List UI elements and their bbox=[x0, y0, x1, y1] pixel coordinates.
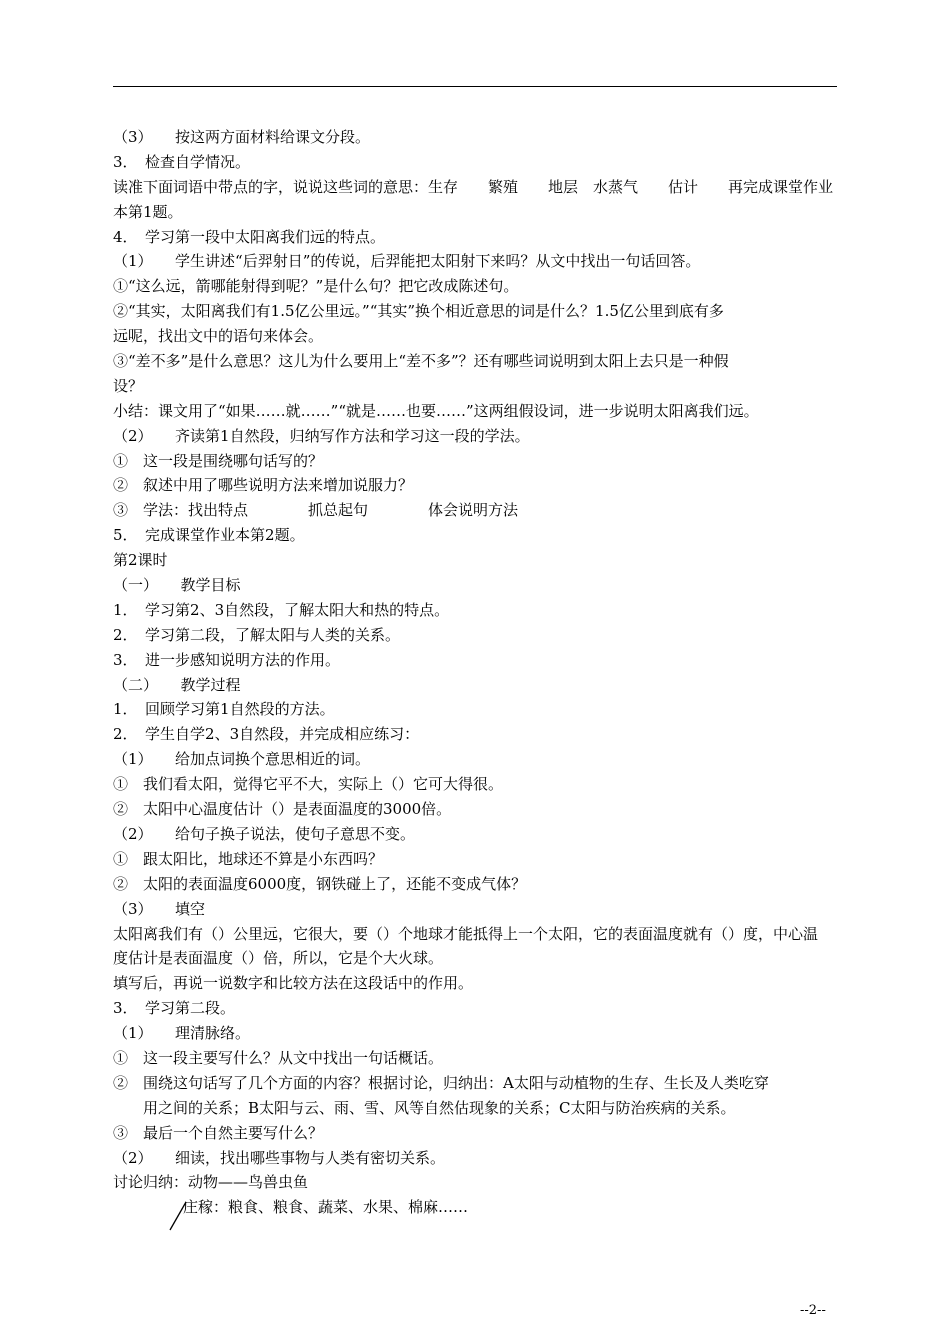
text-line: （二） 教学过程 bbox=[113, 675, 241, 694]
text-line: ② 叙述中用了哪些说明方法来增加说服力？ bbox=[113, 476, 414, 495]
text-line: ② 太阳的表面温度6000度，钢铁碰上了，还能不变成气体？ bbox=[113, 874, 527, 893]
text-line: （1） 理清脉络。 bbox=[113, 1024, 251, 1043]
text-line: （2） 细读，找出哪些事物与人类有密切关系。 bbox=[113, 1148, 446, 1167]
page-number: --2-- bbox=[800, 1303, 826, 1318]
text-line: （3） 按这两方面材料给课文分段。 bbox=[113, 128, 371, 146]
text-line: ②“其实，太阳离我们有1.5亿公里远。”“其实”换个相近意思的词是什么？1.5亿公里到底有多 bbox=[113, 302, 724, 321]
text-line: 1． 学习第2、3自然段，了解太阳大和热的特点。 bbox=[113, 600, 450, 619]
text-line: 5． 完成课堂作业本第2题。 bbox=[113, 526, 305, 545]
text-line: （2） 齐读第1自然段，归纳写作方法和学习这一段的学法。 bbox=[113, 426, 530, 445]
diagram-branch-line bbox=[168, 1200, 188, 1232]
text-line: 3． 进一步感知说明方法的作用。 bbox=[113, 650, 341, 669]
text-line: （1） 学生讲述“后羿射日”的传说，后羿能把太阳射下来吗？从文中找出一句话回答。 bbox=[113, 252, 701, 271]
text-line: ①“这么远，箭哪能射得到呢？”是什么句？把它改成陈述句。 bbox=[113, 277, 519, 296]
text-line: （2） 给句子换子说法，使句子意思不变。 bbox=[113, 824, 416, 843]
text-line: ③“差不多”是什么意思？这儿为什么要用上“差不多”？还有哪些词说明到太阳上去只是一种假 bbox=[113, 352, 729, 371]
text-line: 本第1题。 bbox=[113, 202, 183, 221]
text-line: 讨论归纳：动物——鸟兽虫鱼 bbox=[113, 1173, 309, 1192]
text-line: 读准下面词语中带点的字，说说这些词的意思：生存 繁殖 地层 水蒸气 估计 再完成课堂作业 bbox=[113, 177, 834, 196]
text-line: 小结：课文用了“如果……就……”“就是……也要……”这两组假设词，进一步说明太阳离我们远。 bbox=[113, 401, 759, 420]
text-line: （一） 教学目标 bbox=[113, 576, 241, 595]
document-body bbox=[113, 125, 843, 1220]
text-line: ① 跟太阳比，地球还不算是小东西吗？ bbox=[113, 849, 384, 868]
text-line: 庄稼：粮食、粮食、蔬菜、水果、棉麻…… bbox=[183, 1198, 469, 1217]
text-line: 设？ bbox=[113, 376, 144, 395]
text-line: 远呢，找出文中的语句来体会。 bbox=[113, 327, 324, 346]
text-line: 2． 学生自学2、3自然段，并完成相应练习： bbox=[113, 725, 420, 744]
text-line: （1） 给加点词换个意思相近的词。 bbox=[113, 750, 371, 769]
text-line: 太阳离我们有（）公里远，它很大，要（）个地球才能抵得上一个太阳，它的表面温度就有（）度，中心温 bbox=[113, 924, 819, 943]
text-line: 用之间的关系；B太阳与云、雨、雪、风等自然估现象的关系；C太阳与防治疾病的关系。 bbox=[143, 1098, 736, 1117]
text-line: 3． 检查自学情况。 bbox=[113, 152, 251, 171]
text-line: 4． 学习第一段中太阳离我们远的特点。 bbox=[113, 227, 386, 246]
text-line: 3． 学习第二段。 bbox=[113, 999, 236, 1018]
section-heading: 第2课时 bbox=[113, 551, 168, 570]
text-line: ① 这一段是围绕哪句话写的？ bbox=[113, 451, 324, 470]
text-line: 1． 回顾学习第1自然段的方法。 bbox=[113, 700, 335, 719]
text-line: 填写后，再说一说数字和比较方法在这段话中的作用。 bbox=[113, 974, 474, 993]
text-line: 度估计是表面温度（）倍，所以，它是个大火球。 bbox=[113, 949, 444, 968]
text-line: 2． 学习第二段，了解太阳与人类的关系。 bbox=[113, 625, 401, 644]
text-line: ① 我们看太阳，觉得它平不大，实际上（）它可大得很。 bbox=[113, 775, 504, 794]
text-line: ② 围绕这句话写了几个方面的内容？根据讨论，归纳出：A太阳与动植物的生存、生长及人类吃穿 bbox=[113, 1073, 769, 1092]
text-line: ③ 学法：找出特点 抓总起句 体会说明方法 bbox=[113, 501, 519, 520]
text-line: ① 这一段主要写什么？从文中找出一句话概话。 bbox=[113, 1048, 444, 1067]
text-line: （3） 填空 bbox=[113, 899, 206, 918]
header-rule bbox=[113, 86, 837, 87]
text-line: ③ 最后一个自然主要写什么？ bbox=[113, 1123, 324, 1142]
text-line: ② 太阳中心温度估计（）是表面温度的3000倍。 bbox=[113, 800, 452, 819]
